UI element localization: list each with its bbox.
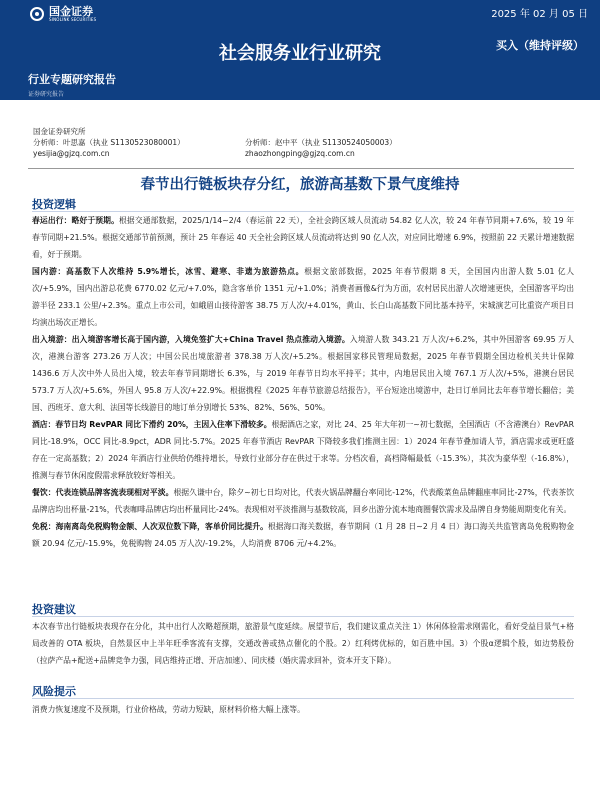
analyst-1-email[interactable]: yesijia@gjzq.com.cn (33, 149, 110, 158)
rating-badge: 买入（维持评级） (496, 39, 584, 52)
section-heading-risk: 风险提示 (32, 685, 76, 698)
logo-name: 国金证券 (49, 5, 93, 18)
analyst-2-email[interactable]: zhaozhongping@gjzq.com.cn (245, 149, 355, 158)
paragraph-text: 根据文旅部数据，2025 年春节假期 8 天，全国国内出游人数 5.01 亿人次/+5.9%，国内出游总花费 6770.02 亿元/+7.0%，隐含客单价 1351 元/+1.0%；消费者画像&行为方面，农村居民出游人次增速更快，全国游客平均出游半径 233.1 公里/+2.3%。重点上市公司，如峨眉山接待游客 38.75 万人次/+4.01%，黄山、长白山高基数下同比基本持平，宋城演艺可比重资产项目日均演出场次正增长。 (32, 267, 574, 327)
analyst-2: 分析师：赵中平（执业 S1130524050003） (245, 138, 397, 147)
section-divider (32, 698, 574, 699)
section-divider (32, 616, 574, 617)
paragraph (32, 263, 574, 331)
report-type: 行业专题研究报告 (28, 73, 116, 86)
main-title: 春节出行链板块存分红，旅游高基数下景气度维持 (140, 177, 460, 193)
section-heading-logic: 投资逻辑 (32, 198, 76, 211)
paragraph (32, 212, 574, 263)
paragraph-text: 根据久谦中台，除夕~初七日均对比，代表火锅品牌翻台率同比-12%，代表酸菜鱼品牌翻座率同比-27%，代表茶饮品牌店均出杯量-21%，代表咖啡品牌店均出杯量同比-24%。表现相对平淡推测与基数较高，回乡出游分流本地商圈餐饮需求及品牌自身势能周期变化有关。 (32, 488, 574, 514)
logo-english: SINOLINK SECURITIES (49, 17, 97, 22)
header-divider (28, 168, 574, 169)
institute-name: 国金证券研究所 (33, 127, 86, 136)
logo-mark-icon (30, 7, 44, 21)
email-row (33, 148, 573, 159)
advice-body: 本次春节出行链板块表现存在分化，其中出行人次略超预期，旅游景气度延续。展望节后，我们建议重点关注 1）休闲体验需求刚需化，看好受益目景气+格局改善的 OTA 板块，自然景区中上半年旺季客流有支撑，交通改善或热点催化的个股。2）红利烤优标的，如百胜中国。3）个股α逻辑个股，如边势股份（拉萨产品+配送+品牌竞争力强，同店维持正增、开店加速）、同庆楼（婚庆需求回补，资本开支下降）。 (32, 622, 574, 665)
analyst-info (33, 126, 573, 159)
sinolink-logo (30, 4, 96, 24)
analyst-1: 分析师：叶思嘉（执业 S1130523080001） (33, 138, 185, 147)
paragraph-lead: 国内游：高基数下人次维持 5.9%增长，冰雪、避寒、非遗为旅游热点。 (32, 267, 305, 276)
paragraph-text: 根据海口海关数据，春节期间（1 月 28 日~2 月 4 日）海口海关共监管离岛免税购物金额 20.94 亿元/-15.9%，免税购物 24.05 万人次/-19.2%，人均消费 8706 元/+4.2%。 (32, 522, 575, 548)
paragraph-lead: 春运出行：略好于预期。 (32, 216, 120, 225)
paragraph-text: 入境游人数 343.21 万人次/+6.2%，其中外国游客 69.95 万人次，港澳台游客 273.26 万人次；中国公民出境旅游者 378.38 万人次/+5.2%。根据国家移民管理局数据，2025 年春节假期全国边检机关共计保障 1436.6 万人次中外人员出入境，较去年春节同期增长 6.3%，与 2019 年春节日均水平持平；其中，内地居民出入境 767.1 万人次/+5%，港澳台居民 573.7 万人次/+5.6%，外国人 95.8 万人次/+22.9%。根据携程《2025 年春节旅游总结报告》，平台短途出境游中，赴日订单同比去年春节增长翻倍；美国、西班牙、意大利、法国等长线游目的地订单分别增长 53%、82%、56%、50%。 (32, 335, 574, 412)
analyst-row (33, 137, 573, 148)
paragraph (32, 331, 574, 416)
industry-title: 社会服务业行业研究 (219, 43, 381, 64)
paragraph (32, 484, 574, 518)
section-heading-advice: 投资建议 (32, 603, 76, 616)
report-date: 2025 年 02 月 05 日 (491, 9, 588, 20)
paragraph-lead: 免税：海南离岛免税购物金额、人次双位数下降，客单价同比提升。 (32, 522, 268, 531)
paragraph-text: 根据酒店之家，对比 24、25 年大年初一~初七数据，全国酒店（不含港澳台）RevPAR 同比-18.9%，OCC 同比-8.9pct，ADR 同比-5.7%。2025 年春节酒店 RevPAR 下降较多我们推测主因：1）2024 年春节叠加请人节，酒店需求或更旺盛存在一定高基数；2）2024 年酒店行业供给仍维持增长，导致行业部分存在供过于求等。分档次看，高档降幅最低（-15.3%），其次为豪华型（-16.8%），推测与春节休闲度假需求释放较好等相关。 (32, 420, 575, 480)
risk-body: 消费力恢复速度不及预期，行业价格战，劳动力短缺，原材料价格大幅上涨等。 (32, 705, 305, 714)
paragraph-lead: 餐饮：代表连锁品牌客流表现相对平淡。 (32, 488, 174, 497)
paragraph-lead: 出入境游：出入境游客增长高于国内游，入境免签扩大+China Travel 热点推动入境游。 (32, 335, 350, 344)
paragraph (32, 518, 574, 552)
paragraph (32, 416, 574, 484)
paragraph-text: 根据交通部数据，2025/1/14~2/4（春运前 22 天），全社会跨区域人员流动 54.82 亿人次，较 24 年春节同期+7.6%，较 19 年春节同期+21.5%。根据交通部节前预测，预计 25 年春运 40 天全社会跨区域人员流动将达到 90 亿人次，对应同比增速 6.9%，按照前 22 天累计增速数据看，好于预期。 (32, 216, 574, 259)
report-subtitle: 证券研究报告 (28, 91, 65, 98)
logic-body (32, 212, 574, 552)
report-header (0, 0, 600, 100)
paragraph-lead: 酒店：春节日均 RevPAR 同比下滑约 20%，主因入住率下滑较多。 (32, 420, 272, 429)
